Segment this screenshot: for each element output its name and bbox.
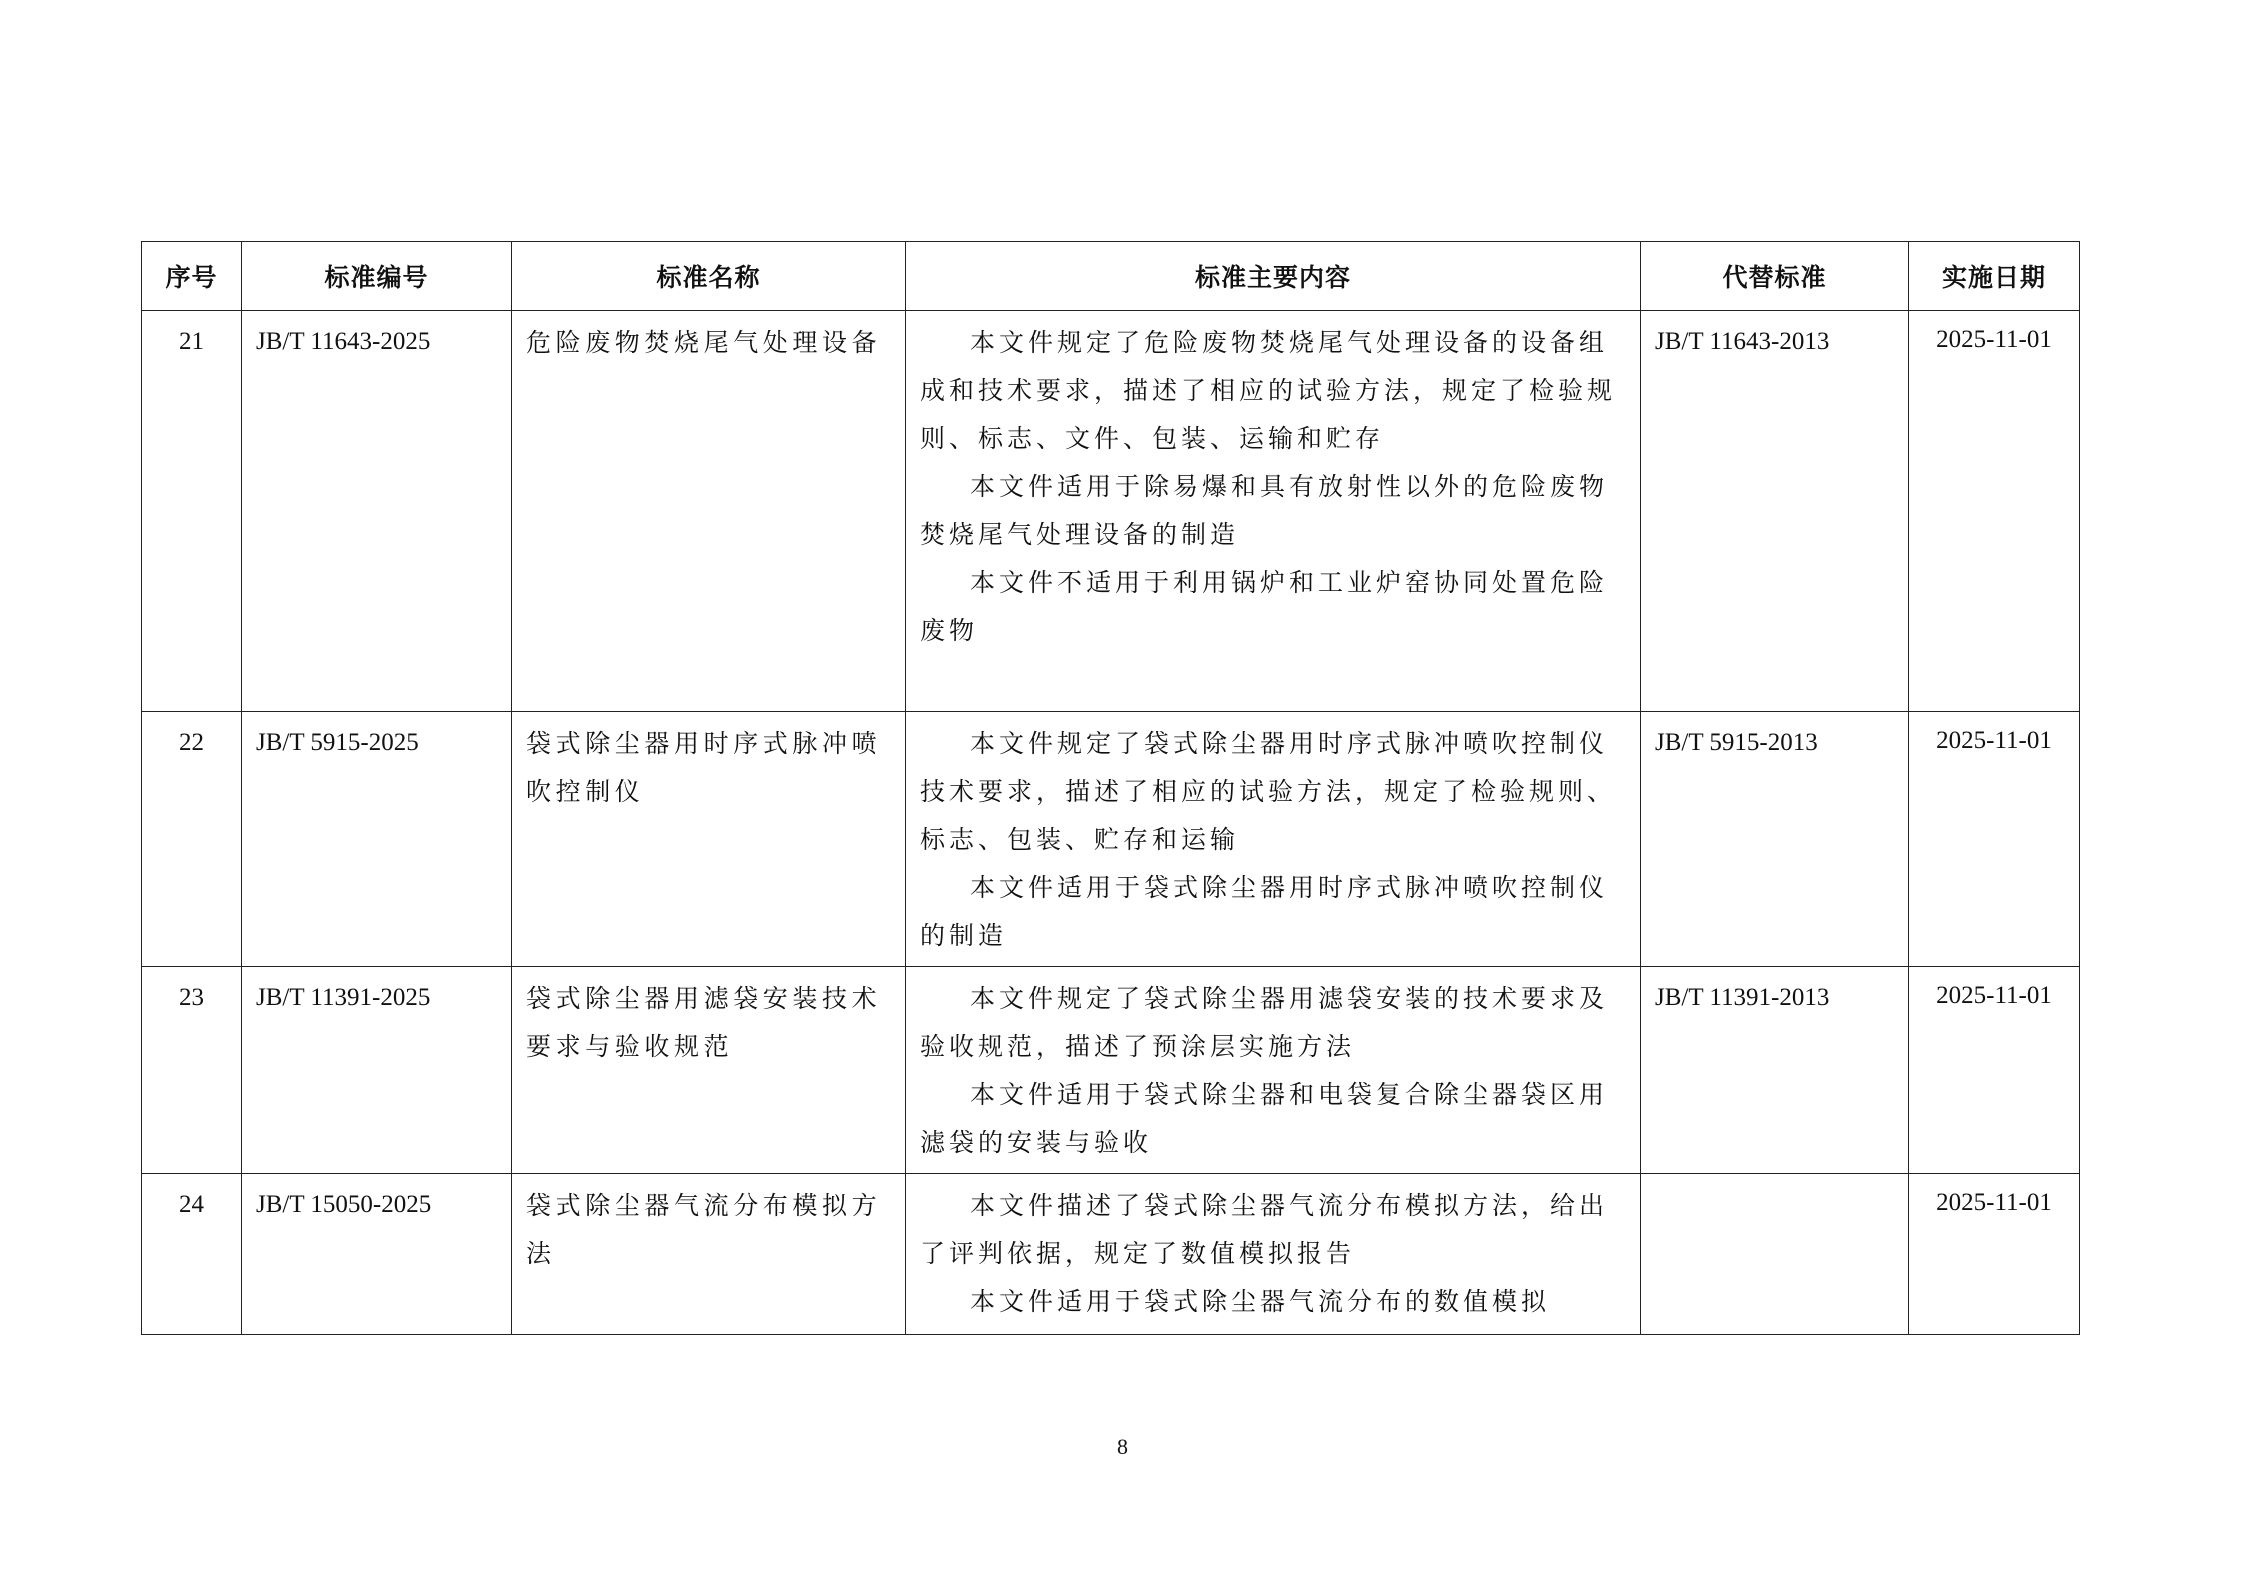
row-replace: JB/T 5915-2013 — [1641, 712, 1909, 967]
row-name: 袋式除尘器用时序式脉冲喷吹控制仪 — [512, 712, 906, 967]
row-replace: JB/T 11643-2013 — [1641, 311, 1909, 712]
table-row — [142, 1174, 2080, 1335]
row-content — [906, 712, 1641, 967]
header-code: 标准编号 — [242, 242, 512, 311]
row-no: 23 — [142, 967, 242, 1174]
row-code: JB/T 11643-2025 — [242, 311, 512, 712]
content-paragraph: 本文件适用于除易爆和具有放射性以外的危险废物焚烧尾气处理设备的制造 — [920, 472, 1609, 549]
content-paragraph: 本文件规定了危险废物焚烧尾气处理设备的设备组成和技术要求，描述了相应的试验方法，规定了检验规则、标志、文件、包装、运输和贮存 — [920, 328, 1617, 453]
row-code: JB/T 15050-2025 — [242, 1174, 512, 1335]
page-number: 8 — [1117, 1434, 1128, 1459]
row-content — [906, 311, 1641, 712]
standards-table — [141, 241, 2080, 1335]
header-replace: 代替标准 — [1641, 242, 1909, 311]
row-no: 24 — [142, 1174, 242, 1335]
row-date: 2025-11-01 — [1909, 967, 2080, 1174]
row-name: 危险废物焚烧尾气处理设备 — [512, 311, 906, 712]
content-paragraph: 本文件规定了袋式除尘器用时序式脉冲喷吹控制仪技术要求，描述了相应的试验方法，规定了检验规则、标志、包装、贮存和运输 — [920, 729, 1617, 854]
row-content — [906, 1174, 1641, 1335]
content-paragraph: 本文件适用于袋式除尘器和电袋复合除尘器袋区用滤袋的安装与验收 — [920, 1080, 1609, 1157]
header-no: 序号 — [142, 242, 242, 311]
row-no: 22 — [142, 712, 242, 967]
row-replace: JB/T 11391-2013 — [1641, 967, 1909, 1174]
row-no: 21 — [142, 311, 242, 712]
content-paragraph: 本文件适用于袋式除尘器气流分布的数值模拟 — [970, 1287, 1551, 1316]
row-code: JB/T 5915-2025 — [242, 712, 512, 967]
row-date: 2025-11-01 — [1909, 712, 2080, 967]
row-date: 2025-11-01 — [1909, 1174, 2080, 1335]
content-paragraph: 本文件适用于袋式除尘器用时序式脉冲喷吹控制仪的制造 — [920, 873, 1609, 950]
table-row — [142, 967, 2080, 1174]
table-row — [142, 712, 2080, 967]
header-name: 标准名称 — [512, 242, 906, 311]
table-header-row — [142, 242, 2080, 311]
row-content — [906, 967, 1641, 1174]
content-paragraph: 本文件描述了袋式除尘器气流分布模拟方法，给出了评判依据，规定了数值模拟报告 — [920, 1191, 1609, 1268]
content-paragraph: 本文件规定了袋式除尘器用滤袋安装的技术要求及验收规范，描述了预涂层实施方法 — [920, 984, 1609, 1061]
header-content: 标准主要内容 — [906, 242, 1641, 311]
content-paragraph: 本文件不适用于利用锅炉和工业炉窑协同处置危险废物 — [920, 568, 1609, 645]
row-code: JB/T 11391-2025 — [242, 967, 512, 1174]
row-replace — [1641, 1174, 1909, 1335]
row-name: 袋式除尘器气流分布模拟方法 — [512, 1174, 906, 1335]
table-row — [142, 311, 2080, 712]
row-date: 2025-11-01 — [1909, 311, 2080, 712]
row-name: 袋式除尘器用滤袋安装技术要求与验收规范 — [512, 967, 906, 1174]
header-date: 实施日期 — [1909, 242, 2080, 311]
